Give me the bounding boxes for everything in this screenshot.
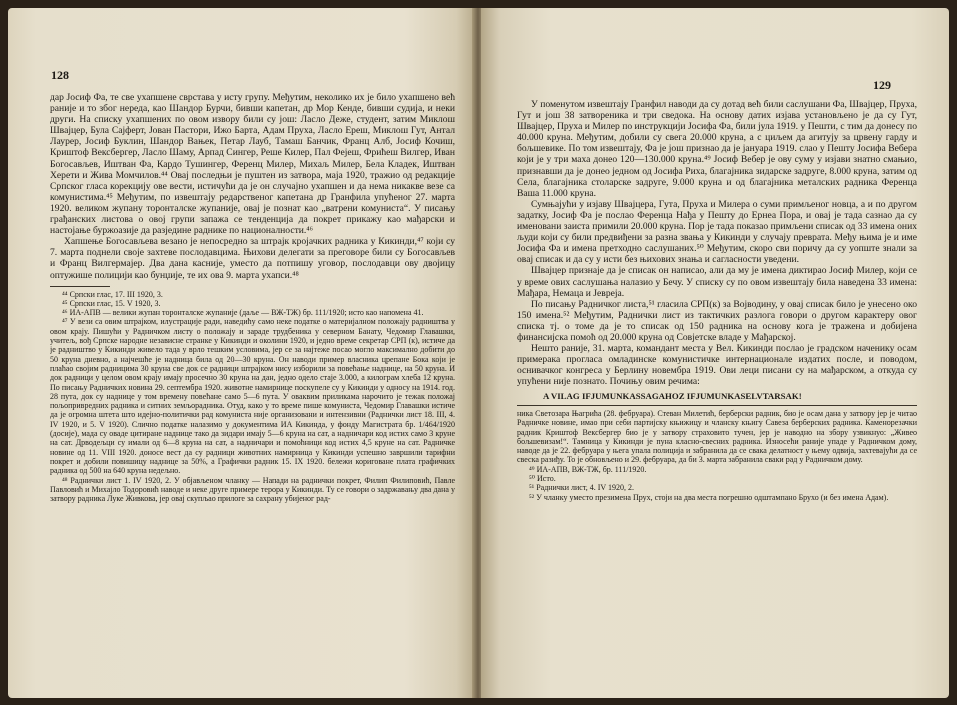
footnote-separator — [517, 405, 917, 406]
paragraph: У поменутом извештају Гранфил наводи да су дотад већ били саслушани Фа, Швајцер, Пруха, Гут и још 38 затвореника и три сведока. На основу датих изјава установљено је да су Гут, Швајцер, Пруха и Милер по инструкцији Јосифа Фа, били јула 1919. у Пешти, с тим да донесу по 40.000 круна. Међутим, добили су свега 20.000 круна, а с циљем да агитују за црвену гарду и бољшевике. По том извештају, Фа је још признао да је јануара 1919. слао у Пешту Јосифа Вебера који је у три маха донео 120—130.000 круна.⁴⁹ Јосиф Вебер је ову суму у изјави знатно смањио, признавши да је донео једном од Јосифа Риха, благајника зидарске задруге, 8.000 круна, затим од Села, благајника столарске задруге, 9.000 круна и од благајника металских радника Ференца Ваша 11.000 круна. — [517, 99, 917, 199]
page-number: 129 — [873, 78, 891, 92]
quoted-heading: A VILAG IFJUMUNKASSAGAHOZ IFJUMUNKASELVTARSAK! — [543, 391, 802, 402]
footnote-separator — [50, 286, 110, 287]
footnote: ⁴⁹ ИА-АПВ, ВЖ-ТЖ, бр. 111/1920. — [529, 464, 647, 474]
footnote: ника Светозара Њагрића (28. фебруара). Стеван Милетић, берберски радник, био је осам дана у затвору јер је читао Радничке новине, имао при себи партијску књижицу и чланску књигу Савеза берберских радника. Каменорезачки радник Криштоф Вексбергер био је у затвору страховито тучен, јер је наводно на збору узвикнуо: „Живео бољшевизам!“. Тамница у Кикинди је пуна класно-свесних радника. Износећи раније упаде у Радничком дому, наводе да је 22. фебруара у њега упала полиција и забранила да се свака делатност у њему одвија, захтевајући да се свеска разиђу. То је обновљено и 29. фебруара, да би 3. марта забранила сваки рад у Радничком дому. — [517, 408, 917, 465]
footnote: ⁴⁶ ИА-АПВ — велики жупан торонталске жупаније (даље — ВЖ-ТЖ) бр. 111/1920; исто као напомена 41. — [62, 308, 424, 318]
paragraph: Швајцер признаје да је списак он написао, али да му је имена диктирао Јосиф Милер, који се у време ових саслушања налазио у Бечу. У списку су по овом извештају била наведена 33 имена: Мађара, Немаца и Јевреја. — [517, 265, 917, 299]
footnote: ⁴⁴ Српски глас, 17. III 1920, 3. — [62, 289, 163, 299]
footnote: ⁴⁵ Српски глас, 15. V 1920, 3. — [62, 298, 161, 308]
page-number: 128 — [51, 68, 69, 82]
footnotes — [50, 290, 455, 504]
body-text — [517, 99, 917, 387]
paragraph: Хапшење Богосављева везано је непосредно за штрајк кројачких радника у Кикинди,⁴⁷ који су 7. марта поднели своје захтеве послодавцима. Њихови делегати за преговоре били су Богосављев и Франц Вилгермајер. Два дана касније, уместо да потпишу уговор, послодавци ову двојицу оптужише полицији као бунџије, те их ова 9. марта ухапси.⁴⁸ — [50, 236, 455, 281]
paragraph: Сумњајући у изјаву Швајцера, Гута, Пруха и Милера о суми примљеног новца, а и по другом задатку, Јосиф Фа је послао Ференца Нађа у Пешту до Ернеа Пора, и овај је тада сазнао да су именовани заиста примили 20.000 круна. Пор је тада показао примљени списак од 33 имена оних људи који су били предвиђени за разна звања у Кикинди у случају преврата. Међу њима је и име Јосифа Фа и имена претходно саслушаних.⁵⁰ Међутим, скоро сви поричу да су уопште знали за овај списак и да су у исти без њихових знања и сагласности уведени. — [517, 198, 917, 266]
footnote: ⁵⁰ Исто. — [529, 474, 556, 484]
footnote: ⁴⁸ Раднички лист 1. IV 1920, 2. У објављеном чланку — Напади на раднички покрет, Филип Филиповић, Павле Павловић и Михајло Тодоровић наводе и неке друге примере терора у Кикинди. Ту се говори о задржавању два дана у затвору радника Луке Живкова, јер овај скупљао прилоге за сахрану убијеног рад- — [50, 475, 455, 504]
left-text-column — [50, 92, 455, 692]
paragraph: По писању Радничког листа,⁵¹ гласила СРП(к) за Војводину, у овај списак било је унесено око 150 имена.⁵² Међутим, Раднички лист из тактичких разлога говори о другом карактеру овог списка тј. о томе да је то списак од 150 радника на основу кога је тражена и добијена финансијска помоћ од 20.000 круна од Совјетске владе у Мађарској. — [517, 298, 917, 343]
paragraph: Нешто раније, 31. марта, командант места у Вел. Кикинди послао је градском наченику осам примерака прогласа омладинске комунистичке интернационале издатих после, и поводом, оснивачког конгреса у Берлину новембра 1919. Ови леци писани су на мађарском, а откуда су упућени није познато. Почињу овим речима: — [517, 343, 917, 388]
footnote: ⁴⁷ У вези са овим штрајком, илустрације ради, наведићу само неке податке о материјалном положају радништва у овом крају. Пишући у Радничком листу о положају и зараде трудбеника у северном Банату, Чедомир Главашки, учитељ, вођ Српске народне независне странке у Кикинди и околини 1920, и једно време секретар СРП (к), истиче да је радништво у Кикинди живело тада у врло тешким условима, јер се за најтеже посао могло максимално добити до 50 круна дневно, а најчешће је надница била од 20—30 круна. Он наводи пример власника црепане Бока који је плаћао својим радницима 30 круна све док се радници штрајком нису изборили за повећање наднице, на 50 круна. И док радници у целом овом крају имају просечно 30 круна на дан, једно одело стаје 3.000, а килограм хлеба 12 круна. По писању Радничких новина 29. септембра 1920. животне намирнице поскупеле су у Кикинди у односу на 1914. год. 28 пута, док су наднице у том времену повећане само 5—6 пута. У оваквим приликама нарочито је тежак положај пољопривредних радника и ситних земљорадника. Отуд, како у то време пише комуниста, Чедомир Главашки истиче да је огромна штета што идејно-политички рад комуниста није организовани и интензивни (Раднички лист 18. III, 4. IV 1920, и 5. V 1920). Слично податке налазимо у документима ИА Кикинда, у фонду Магистрата бр. 1/464/1920 (досије), мада су оваде цитиране наднице тако да зидари имају 5—6 круна на сат, а надничари код истих само 3 круне на сат. Дрводељци су имали од 6—8 круна на сат, а надничари и помоћници код истих 4,5 круне на сат. Радничке новине од 11. VIII 1920. доносе вест да су радници животних намирница у Кикинди успешно завршили тарифни покрет и добили повишицу наднице за 50%, а Графички радник 15. IX 1920. бележи кориговане плата графичких радника од 500 на 640 круна недељно. — [50, 317, 455, 476]
right-text-column — [517, 99, 917, 693]
left-page — [8, 8, 475, 698]
footnotes — [517, 409, 917, 502]
body-text — [50, 92, 455, 281]
right-page — [481, 8, 949, 698]
paragraph: дар Јосиф Фа, те све ухапшене сврстава у исту групу. Међутим, неколико их је било ухапшено већ раније и то због нереда, као Шандор Бурчи, бивши капетан, др Мор Кенде, бивши судија, и неки други. На списку ухапшених по овом извору били су још: Ласло Деже, студент, затим Миклош Швајцер, Була Сајферт, Јован Пастори, Ижо Барта, Адам Пруха, Ласло Ереш, Миклош Гут, Антал Лаурер, Јосиф Буклин, Шандор Вањек, Петар Лауб, Тамаш Банчик, Франц Алб, Јосиф Кочиш, Криштоф Вексбергер, Ласло Шаму, Арпад Сингер, Реше Килер, Пал Фејеш, Фрићеш Вилгер, Иван Богосављев, Иштван Фа, Кардо Тушингер, Ференц Милер, Михаљ Милер, Бела Кладек, Иштван Херети и Жива Момчилов.⁴⁴ Овај последњи је пуштен из затвора, маја 1920, тражио од редакције Српског гласа корекцију ове вести, истичући да је он случајно ухапшен и да нема никакве везе са комунистима.⁴⁵ Међутим, по извештају редарственог капетана др Гранфила упућеног 27. марта 1920. великом жупану торонталске жупаније, овај је познат као „ватрени комуниста“. У писању грађанских листова о овој групи запажа се тенденција да покрет прикажу као мађарски и настојање буржоазије да разједине раднике по националности.⁴⁶ — [50, 92, 455, 237]
footnote: ⁵² У чланку уместо презимена Прух, стоји на два места погрешно одштампано Брухо (и без имена Адам). — [529, 492, 889, 502]
footnote: ⁵¹ Раднички лист, 4. IV 1920, 2. — [529, 483, 635, 493]
